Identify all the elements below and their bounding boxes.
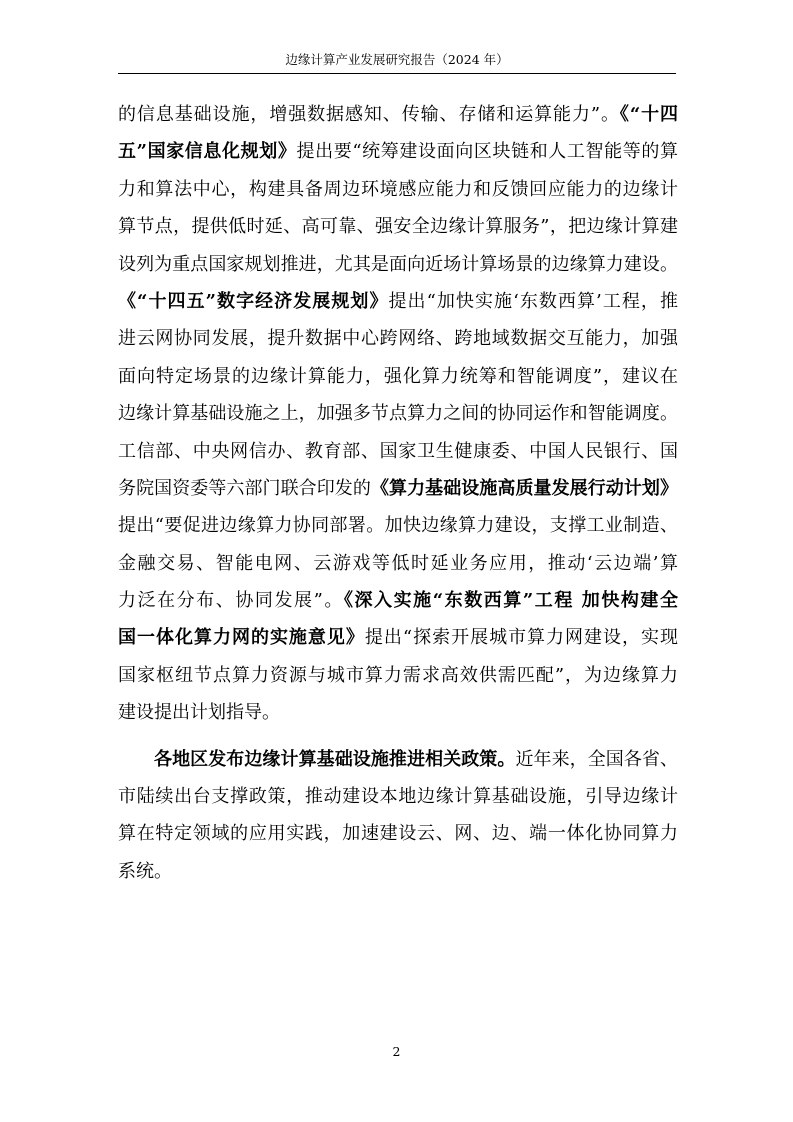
- text-line: [118, 283, 678, 320]
- text-line: [118, 246, 678, 283]
- bold-text-run: 《“十四五”数字经济发展规划》: [118, 290, 389, 312]
- text-line: [118, 853, 678, 890]
- text-run: 提出“加快实施‘东数西算’工程，推: [388, 290, 678, 312]
- bold-text-run: 各地区发布边缘计算基础设施推进相关政策。: [154, 748, 516, 770]
- text-line: [118, 358, 678, 395]
- text-run: 提出“要促进边缘算力协同部署。加快边缘算力建设，支撑工业制造、: [118, 515, 678, 537]
- text-line: [118, 208, 678, 245]
- text-run: 力和算法中心，构建具备周边环境感应能力和反馈回应能力的边缘计: [118, 178, 678, 200]
- text-line: [118, 778, 678, 815]
- text-line: [118, 815, 678, 852]
- paragraph: [118, 741, 678, 891]
- running-header: 边缘计算产业发展研究报告（2024 年）: [285, 52, 509, 67]
- bold-text-run: 国一体化算力网的实施意见》: [118, 627, 365, 649]
- text-run: 进云网协同发展，提升数据中心跨网络、跨地域数据交互能力，加强: [118, 328, 678, 350]
- text-run: 金融交易、智能电网、云游戏等低时延业务应用，推动‘云边端’算: [118, 552, 678, 574]
- bold-text-run: 《深入实施“东数西算”工程 加快构建全: [343, 590, 678, 612]
- text-run: 的信息基础设施，增强数据感知、传输、存储和运算能力”。: [118, 104, 620, 125]
- text-run: 系统。: [118, 860, 172, 882]
- text-line: [118, 545, 678, 582]
- text-line: [118, 470, 678, 507]
- text-line: [118, 741, 678, 778]
- text-line: [118, 96, 678, 133]
- bold-text-run: 五”国家信息化规划》: [118, 141, 297, 163]
- text-line: [118, 395, 678, 432]
- paragraph-gap: [118, 732, 678, 741]
- text-run: 提出要“统筹建设面向区块链和人工智能等的算: [296, 141, 678, 163]
- text-line: [118, 320, 678, 357]
- text-line: [118, 433, 678, 470]
- text-run: 提出“探索开展城市算力网建设，实现: [364, 627, 679, 649]
- header-rule: [118, 73, 676, 74]
- text-run: 面向特定场景的边缘计算能力，强化算力统筹和智能调度”，建议在: [118, 365, 678, 387]
- bold-text-run: 《“十四: [619, 104, 679, 125]
- text-run: 近年来，全国各省、: [515, 748, 679, 770]
- body-text: [118, 96, 678, 890]
- text-line: [118, 619, 678, 656]
- text-run: 算节点，提供低时延、高可靠、强安全边缘计算服务”，把边缘计算建: [118, 216, 678, 238]
- text-line: [118, 171, 678, 208]
- page-number: 2: [392, 1044, 401, 1059]
- paragraph: [118, 96, 678, 732]
- text-line: [118, 657, 678, 694]
- text-line: [118, 582, 678, 619]
- text-line: [118, 694, 678, 731]
- text-run: 设列为重点国家规划推进，尤其是面向近场计算场景的边缘算力建设。: [118, 253, 678, 275]
- text-run: 市陆续出台支撑政策，推动建设本地边缘计算基础设施，引导边缘计: [118, 786, 678, 808]
- text-run: 国家枢纽节点算力资源与城市算力需求高效供需匹配”，为边缘算力: [118, 664, 678, 686]
- text-run: 边缘计算基础设施之上，加强多节点算力之间的协同运作和智能调度。: [118, 403, 678, 425]
- bold-text-run: 《算力基础设施高质量发展行动计划》: [370, 477, 679, 499]
- text-line: [118, 133, 678, 170]
- text-line: [118, 507, 678, 544]
- text-run: 力泛在分布、协同发展”。: [118, 590, 344, 612]
- text-run: 建设提出计划指导。: [118, 702, 280, 724]
- text-run: 务院国资委等六部门联合印发的: [118, 477, 371, 499]
- text-run: 工信部、中央网信办、教育部、国家卫生健康委、中国人民银行、国: [118, 440, 678, 462]
- text-run: 算在特定领域的应用实践，加速建设云、网、边、端一体化协同算力: [118, 823, 678, 845]
